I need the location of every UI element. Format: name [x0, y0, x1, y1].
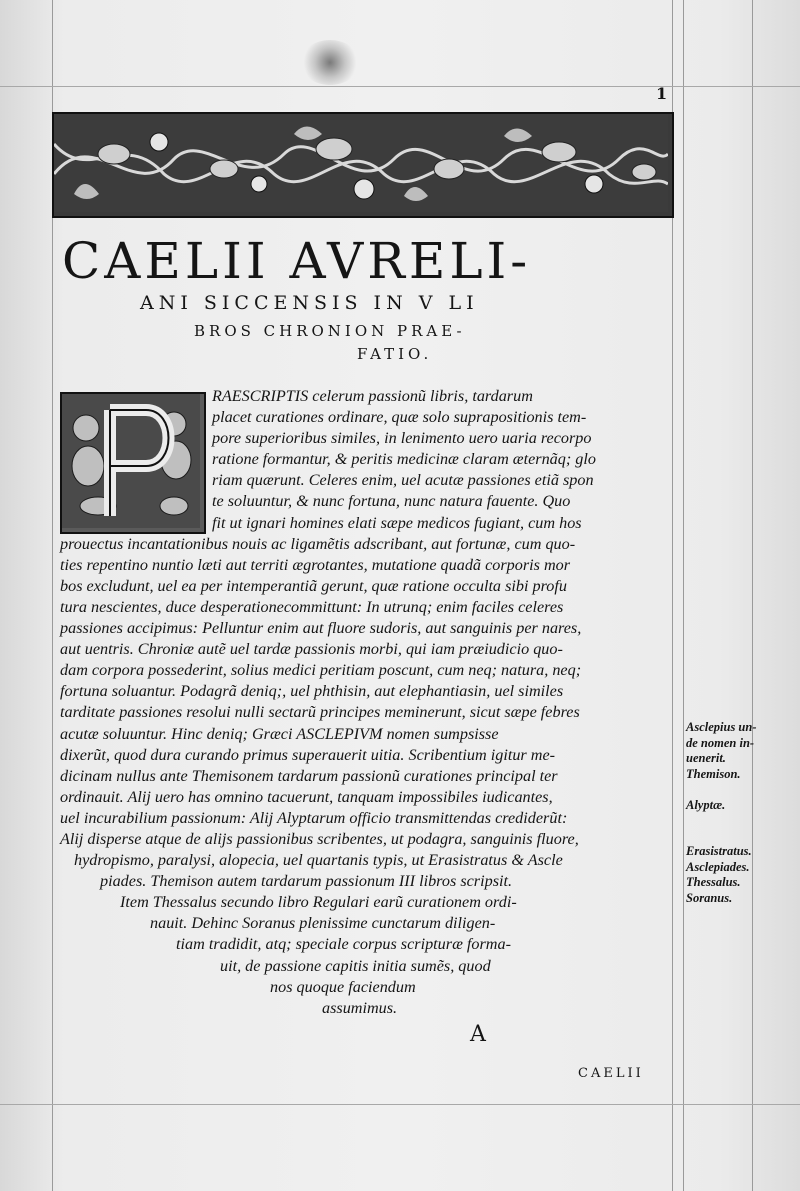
margin-note: [686, 813, 798, 829]
text-line: acutæ soluuntur. Hinc deniq; Græci ASCLEPIVM nomen sumpsisse: [60, 724, 499, 743]
text-line: piades. Themison autem tardarum passionum III libros scripsit.: [100, 872, 513, 891]
text-line: ratione formantur, & peritis medicinæ claram æternãq; glo: [212, 450, 596, 469]
text-line: assumimus.: [322, 998, 398, 1017]
text-line: uit, de passione capitis initia sumẽs, quod: [220, 956, 491, 975]
margin-note: Asclepius un-: [686, 720, 757, 734]
page-number: 1: [656, 84, 668, 103]
text-line: nos quoque faciendum: [270, 977, 416, 996]
text-line: placet curationes ordinare, quæ solo suprapositionis tem-: [212, 408, 587, 427]
text-line: riam quærunt. Celeres enim, uel acutæ passiones etiã spon: [212, 471, 594, 490]
margin-note: Themison.: [686, 766, 741, 781]
margin-note: Alyptæ.: [686, 797, 726, 812]
scan-column-line: [752, 0, 753, 1191]
text-line: hydropismo, paralysi, alopecia, uel quartanis typis, ut Erasistratus & Ascle: [74, 851, 563, 870]
title-line-2: ANI SICCENSIS IN V LI: [140, 292, 479, 314]
text-line: tiam tradidit, atq; speciale corpus scripturæ forma-: [176, 935, 511, 954]
ink-smudge: [300, 40, 360, 85]
catchword: CAELII: [578, 1066, 644, 1081]
text-line: uel incurabilium passionum: Alij Alyptarum officio transmittendas crediderũt:: [60, 808, 568, 827]
text-line: bos excludunt, uel ea per intemperantiã gerunt, quæ ratione occulta sibi profu: [60, 576, 567, 595]
text-line: dicinam nullus ante Themisonem tardarum passionũ curationes principal ter: [60, 766, 558, 785]
margin-note: [686, 782, 798, 798]
title-line-4: FATIO.: [357, 345, 433, 363]
signature-mark: A: [470, 1022, 486, 1047]
text-line: fit ut ignari homines elati sæpe medicos fugiant, cum hos: [212, 513, 582, 532]
text-line: dixerũt, quod dura curando primus superauerit uitia. Scribentium igitur me-: [60, 745, 556, 764]
text-line: aut uentris. Chroniæ autẽ uel tardæ passionis morbi, qui iam præiudicio quo-: [60, 640, 563, 659]
margin-note: Erasistratus.: [686, 844, 752, 858]
margin-notes: [686, 720, 798, 906]
margin-note: de nomen in-: [686, 735, 755, 750]
margin-note: Thessalus.: [686, 875, 741, 889]
banner-foliage-icon: [54, 114, 668, 212]
text-line: nauit. Dehinc Soranus plenissime cunctarum diligen-: [150, 914, 496, 933]
text-line: pore superioribus similes, in lenimento uero uaria recorpo: [212, 429, 592, 448]
scan-top-line: [0, 86, 800, 87]
margin-note: Soranus.: [686, 890, 733, 905]
title-line-1: CAELII AVRELI-: [62, 232, 532, 290]
margin-note: [686, 829, 798, 845]
margin-note: Asclepiades.: [686, 859, 750, 874]
scan-bottom-line: [0, 1104, 800, 1105]
text-line: Item Thessalus secundo libro Regulari earũ curationem ordi-: [120, 893, 517, 912]
text-line: tarditate passiones resolui nulli sectarũ principes meminerunt, sicut sæpe febres: [60, 703, 580, 722]
margin-note: uenerit.: [686, 751, 726, 765]
text-line: ties repentino nuntio læti aut territi ægrotantes, mutatione quadã corporis mor: [60, 555, 571, 574]
text-line: ordinauit. Alij uero has omnino tacuerunt, tanquam impossibiles iudicantes,: [60, 787, 553, 806]
text-line: Alij disperse atque de alijs passionibus scribentes, ut podagra, sanguinis fluore,: [60, 829, 579, 848]
woodcut-banner-ornament: [52, 112, 674, 218]
text-line: fortuna soluantur. Podagrã deniq;, uel phthisin, aut elephantiasin, uel similes: [60, 682, 564, 701]
title-line-3: BROS CHRONION PRAE-: [194, 322, 466, 340]
scan-column-line: [683, 0, 684, 1191]
text-line: dam corpora possederint, solius medici peritiam poscunt, cum neq; natura, neq;: [60, 661, 582, 680]
text-line: tura nescientes, duce desperationecommittunt: In utrunq; enim faciles celeres: [60, 597, 564, 616]
text-line: RAESCRIPTIS celerum passionũ libris, tardarum: [212, 387, 533, 405]
preface-text: [60, 386, 680, 1019]
text-line: te soluuntur, & nunc fortuna, nunc natura fauente. Quo: [212, 492, 571, 511]
text-line: passiones accipimus: Pelluntur enim aut fluore sudoris, aut sanguinis per nares,: [60, 619, 582, 638]
text-line: prouectus incantationibus nouis ac ligamẽtis adscribant, aut fortunæ, cum quo-: [60, 534, 576, 553]
